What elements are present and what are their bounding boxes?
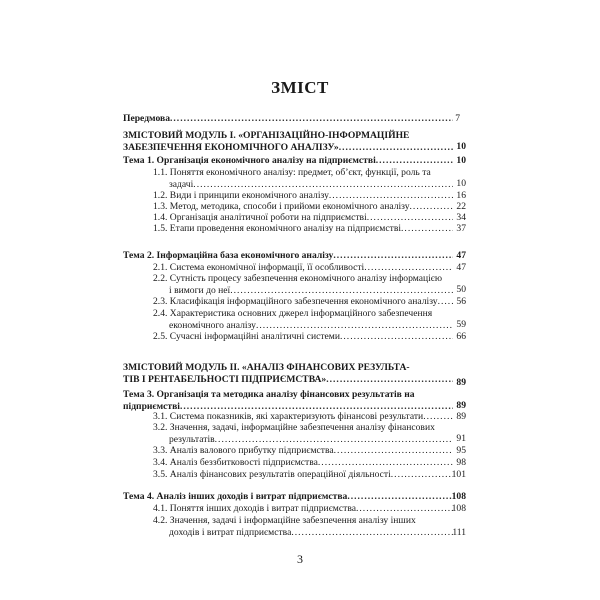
toc-subentry[interactable]: 2.1. Система економічної інформації, її особливості .....	[153, 262, 453, 274]
toc-page-number: 66	[456, 331, 466, 342]
toc-subentry[interactable]: 3.2. Значення, задачі, інформаційне забезпечення аналізу фінансових результатів .....	[153, 422, 453, 445]
leader-dots	[339, 142, 453, 154]
toc-subentry[interactable]: 2.2. Сутність процесу забезпечення економічного аналізу інформацією і вимоги до неї .....	[153, 273, 453, 296]
page-title: ЗМІСТ	[271, 78, 329, 97]
toc-page-number: 37	[456, 223, 466, 234]
toc-page-number: 95	[456, 445, 466, 456]
toc-page-number: 16	[456, 190, 466, 201]
module-title-line-1: ЗМІСТОВИЙ МОДУЛЬ І. «ОРГАНІЗАЦІЙНО-ІНФОРМАЦІЙНЕ	[123, 130, 410, 141]
toc-page-number: 89	[456, 411, 466, 422]
toc-subentry[interactable]: 1.3. Метод, методика, способи і прийоми економічного аналізу .....	[153, 201, 453, 213]
toc-subentry[interactable]: 1.5. Етапи проведення економічного аналізу на підприємстві .....	[153, 223, 453, 235]
toc-page-number: 10	[456, 141, 466, 152]
leader-dots	[340, 331, 453, 343]
leader-dots	[318, 457, 453, 469]
leader-dots	[256, 320, 453, 332]
toc-subentry[interactable]: 1.2. Види і принципи економічного аналізу .....	[153, 190, 453, 202]
toc-page-number: 10	[456, 178, 466, 189]
toc-page-number: 34	[456, 212, 466, 223]
leader-dots	[215, 434, 453, 446]
toc-page-number: 50	[456, 284, 466, 295]
toc-page-number: 22	[456, 201, 466, 212]
toc-label: Тема 4. Аналіз інших доходів і витрат підприємства	[123, 491, 348, 502]
toc-subentry[interactable]: 3.3. Аналіз валового прибутку підприємства .....	[153, 445, 453, 457]
leader-dots	[170, 113, 453, 125]
toc-subentry[interactable]: 4.2. Значення, задачі і інформаційне забезпечення аналізу інших доходів і витрат підприємства .....	[153, 515, 453, 538]
toc-page-number: 98	[456, 457, 466, 468]
leader-dots	[193, 179, 453, 191]
module-title-line-1: ЗМІСТОВИЙ МОДУЛЬ ІІ. «АНАЛІЗ ФІНАНСОВИХ РЕЗУЛЬТА-	[123, 362, 410, 373]
toc-page-number: 47	[456, 250, 466, 261]
toc-label: Тема 1. Організація економічного аналізу на підприємстві	[123, 155, 376, 166]
toc-page-number: 91	[456, 433, 466, 444]
toc-page-number: 7	[455, 113, 460, 124]
toc-entry-topic-4[interactable]	[123, 491, 453, 503]
leader-dots	[334, 445, 453, 457]
toc-entry-module-2[interactable]	[123, 362, 453, 385]
toc-entry-preface[interactable]	[123, 113, 453, 125]
toc-entry-topic-1[interactable]	[123, 155, 453, 167]
toc-subentry[interactable]: 2.5. Сучасні інформаційні аналітичні системи .....	[153, 331, 453, 343]
toc-page-number: 59	[456, 319, 466, 330]
toc-subentry[interactable]: 1.4. Організація аналітичної роботи на підприємстві .....	[153, 212, 453, 224]
toc-page-number: 108	[451, 491, 466, 502]
toc-subentry[interactable]: 2.3. Класифікація інформаційного забезпечення економічного аналізу .....	[153, 296, 453, 308]
toc-subentry[interactable]: 2.4. Характеристика основних джерел інформаційного забезпечення економічного аналізу .....	[153, 308, 453, 331]
toc-page-number: 89	[456, 400, 466, 411]
toc-label: Передмова	[123, 113, 170, 124]
toc-subentry[interactable]: 1.1. Поняття економічного аналізу: предмет, об’єкт, функції, роль та задачі .....	[153, 167, 453, 190]
leader-dots	[230, 285, 453, 297]
toc-page-number: 10	[456, 155, 466, 166]
page-footer-number: 3	[297, 552, 303, 566]
toc-page-number: 56	[456, 296, 466, 307]
toc-entry-topic-2[interactable]	[123, 250, 453, 262]
toc-entry-topic-3[interactable]: Тема 3. Організація та методика аналізу фінансових результатів на підприємстві .....	[123, 389, 453, 412]
module-title-line-2: ЗАБЕЗПЕЧЕННЯ ЕКОНОМІЧНОГО АНАЛІЗУ»	[123, 141, 339, 153]
toc-page-number: 111	[452, 527, 466, 538]
toc-page-number: 89	[456, 377, 466, 388]
toc-page-number: 47	[456, 262, 466, 273]
toc-entry-module-1[interactable]	[123, 130, 453, 153]
module-title-line-2: ТІВ І РЕНТАБЕЛЬНОСТІ ПІДПРИЄМСТВА»	[123, 373, 327, 385]
leader-dots	[291, 527, 453, 539]
leader-dots	[329, 190, 453, 202]
leader-dots	[326, 374, 453, 386]
toc-page-number: 108	[451, 503, 466, 514]
toc-subentry[interactable]: 3.1. Система показників, які характеризують фінансові результати .....	[153, 411, 453, 423]
toc-subentry[interactable]: 4.1. Поняття інших доходів і витрат підприємства .....	[153, 503, 453, 515]
toc-page-number: 101	[451, 469, 466, 480]
leader-dots	[333, 250, 453, 262]
toc-subentry[interactable]: 3.4. Аналіз беззбитковості підприємства .....	[153, 457, 453, 469]
toc-subentry[interactable]: 3.5. Аналіз фінансових результатів операційної діяльності .....	[153, 469, 453, 481]
toc-label: Тема 2. Інформаційна база економічного аналізу	[123, 250, 334, 261]
